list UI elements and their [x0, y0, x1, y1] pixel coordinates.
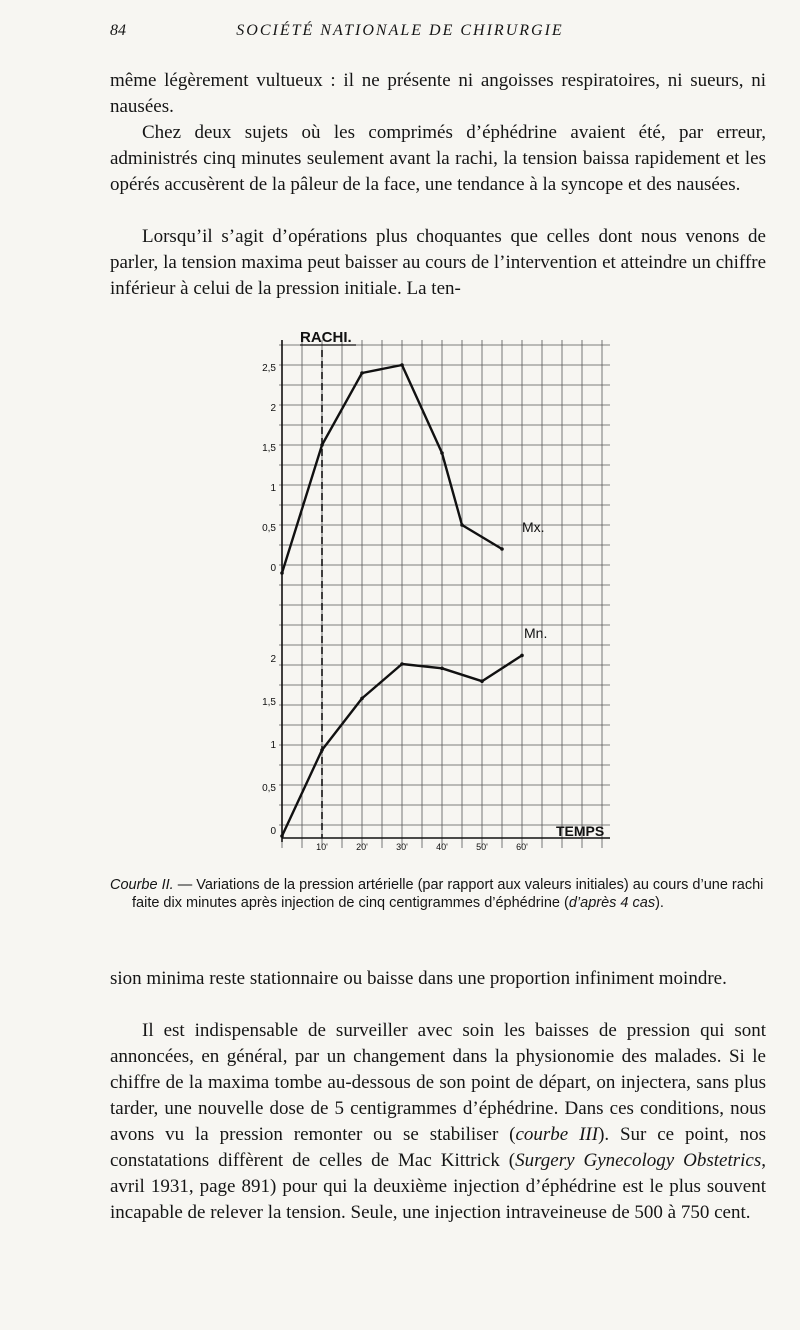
data-point [400, 363, 404, 367]
x-tick-label: 40' [436, 842, 448, 852]
running-title: SOCIÉTÉ NATIONALE DE CHIRURGIE [236, 22, 564, 39]
data-point [360, 371, 364, 375]
data-point [360, 697, 364, 701]
y-tick-label: 0 [270, 826, 276, 837]
y-tick-label: 0,5 [262, 783, 276, 794]
paragraph-5-a: Il est indispensable de surveiller avec soin les baisses de pression qui sont annoncées, en général, par un changement dans la physionomie des malades. Si le chiffre de la maxima tombe au-dessous de son point de départ, on injectera, sans plus tarder, une nouvelle dose de 5 centigrammes d’éphédrine. Dans ces conditions, nous avons vu la pression remonter ou se stabiliser ( [110, 1020, 766, 1145]
data-point [500, 547, 504, 551]
data-point [440, 451, 444, 455]
blood-pressure-chart [230, 320, 650, 860]
chart-grid [279, 340, 610, 848]
y-tick-label: 0 [270, 563, 276, 574]
paragraph-3: Lorsqu’il s’agit d’opérations plus choquantes que celles dont nous venons de parler, la tension maxima peut baisser au cours de l’intervention et atteindre un chiffre inférieur à celui de la pression initiale. La ten- [110, 226, 766, 299]
chart-title: RACHI. [300, 329, 352, 346]
data-point [320, 748, 324, 752]
paragraph-4: sion minima reste stationnaire ou baisse dans une proportion infiniment moindre. [110, 968, 727, 989]
y-tick-label: 1 [270, 483, 276, 494]
caption-text: — Variations de la pression artérielle (par rapport aux valeurs initiales) au cours d’une rachi faite dix minutes après injection de cinq centigrammes d’éphédrine ( [132, 877, 764, 911]
paragraph-5-e: , avril 1931, page 891) pour qui la deuxième injection d’éphédrine est le plus souvent incapable de relever la tension. Seule, une injection intraveineuse de 500 à 750 cent. [110, 1150, 766, 1223]
data-point [460, 523, 464, 527]
data-point [440, 667, 444, 671]
data-point [280, 834, 284, 838]
figure-caption [110, 876, 766, 912]
y-tick-label: 2 [270, 654, 276, 665]
data-point [520, 654, 524, 658]
paragraph-5-c: ). Sur ce point, nos constatations diffèrent de celles de Mac Kittrick ( [110, 1124, 766, 1171]
y-tick-label: 1 [270, 740, 276, 751]
x-tick-label: 20' [356, 842, 368, 852]
x-tick-label: 60' [516, 842, 528, 852]
chart-axes [282, 340, 610, 842]
x-tick-label: 30' [396, 842, 408, 852]
series-label: Mn. [524, 625, 548, 641]
page-number: 84 [110, 22, 126, 39]
data-point [480, 679, 484, 683]
y-tick-label: 1,5 [262, 697, 276, 708]
paragraph-5-journal: Surgery Gynecology Obstetrics [515, 1150, 762, 1171]
paragraph-2: Chez deux sujets où les comprimés d’éphédrine avaient été, par erreur, administrés cinq minutes seulement avant la rachi, la tension baissa rapidement et les opérés accusèrent de la pâleur de la face, une tendance à la syncope et des nausées. [110, 122, 766, 195]
y-tick-label: 1,5 [262, 443, 276, 454]
series-label: Mx. [522, 519, 545, 535]
paragraph-5-ref: courbe III [515, 1124, 599, 1145]
x-tick-label: 10' [316, 842, 328, 852]
data-point [280, 571, 284, 575]
paragraph-1: même légèrement vultueux : il ne présente ni angoisses respiratoires, ni sueurs, ni nausées. [110, 70, 766, 117]
y-tick-label: 2 [270, 403, 276, 414]
data-point [400, 662, 404, 666]
y-tick-label: 0,5 [262, 523, 276, 534]
x-tick-label: 50' [476, 842, 488, 852]
caption-source: d’après 4 cas [568, 895, 656, 911]
caption-end: ). [655, 895, 664, 911]
paragraph-5 [110, 1018, 766, 1226]
chart-labels [262, 329, 604, 852]
x-axis-label: TEMPS [556, 823, 605, 839]
data-point [320, 443, 324, 447]
page-header [0, 22, 800, 46]
y-tick-label: 2,5 [262, 363, 276, 374]
series-line-mx [282, 365, 502, 573]
caption-label: Courbe II. [110, 877, 174, 893]
